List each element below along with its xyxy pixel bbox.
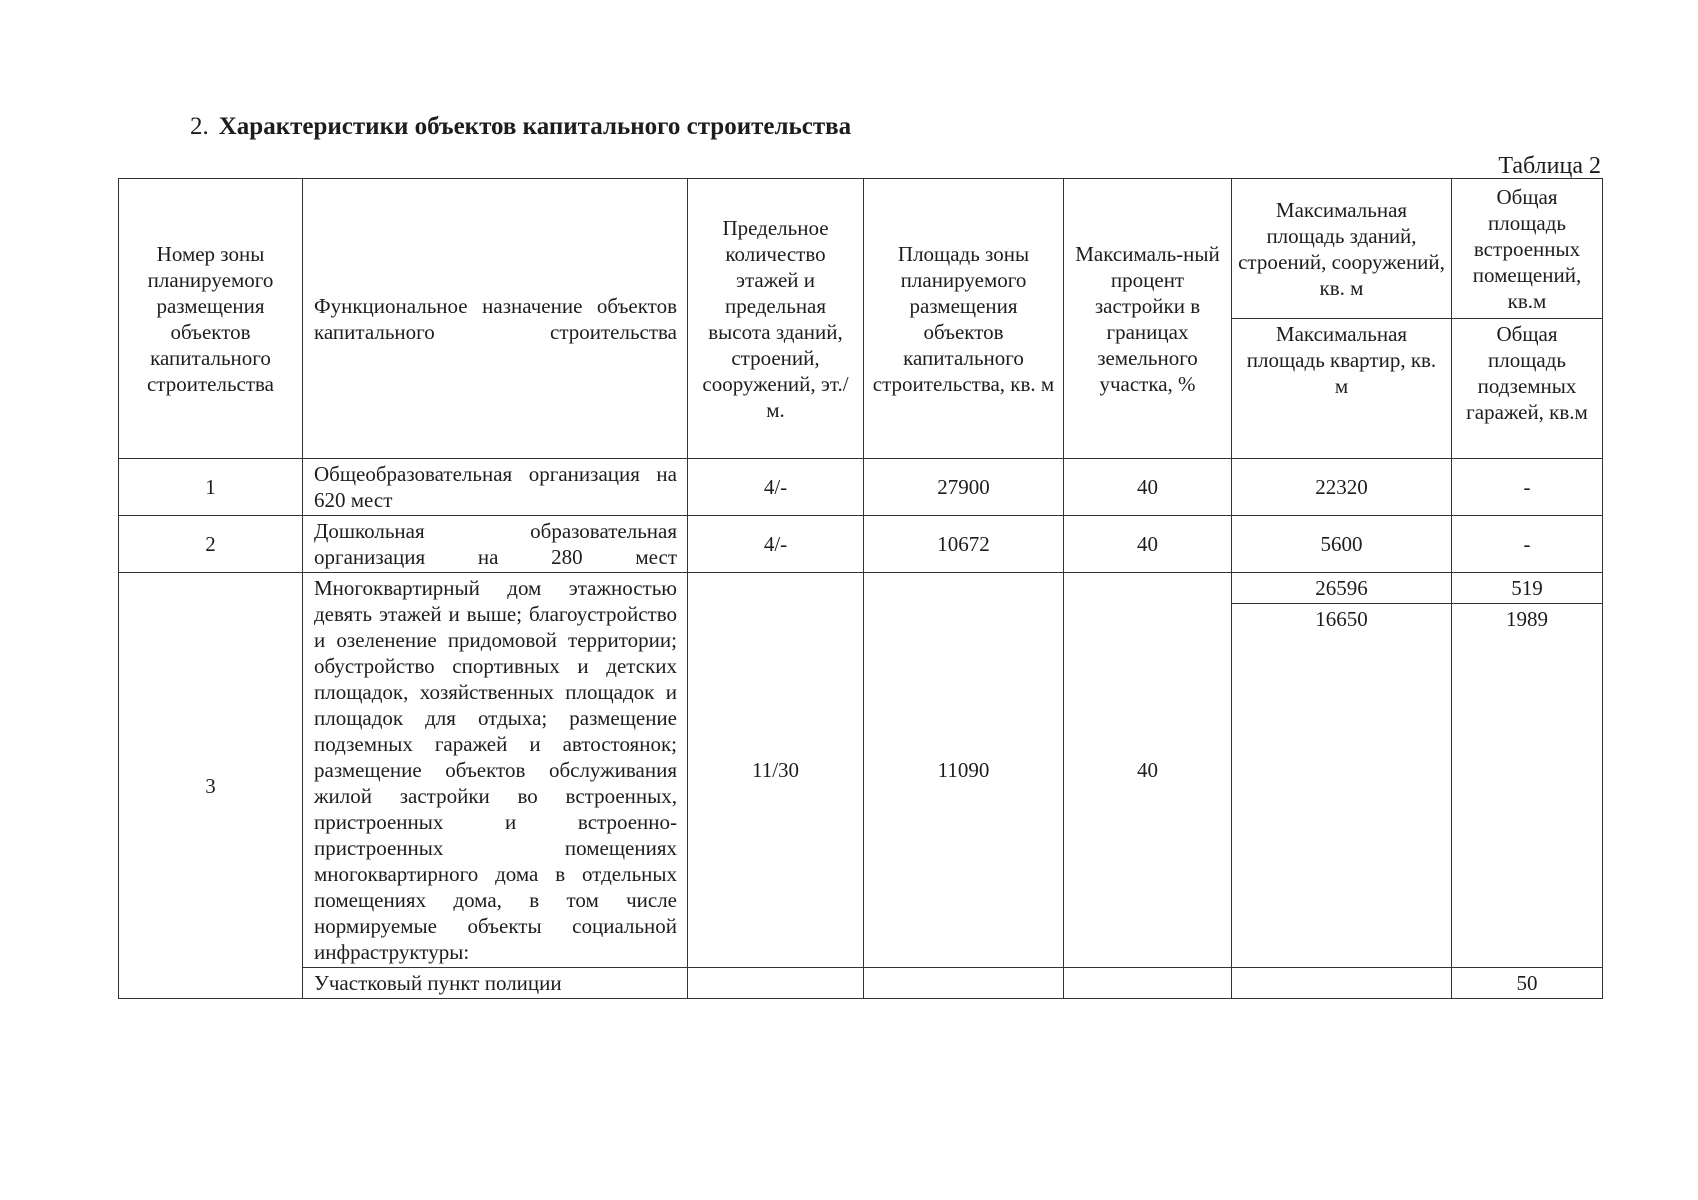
row-purpose: Дошкольная образовательная организация на 280 мест	[303, 516, 688, 573]
table-row	[119, 459, 1603, 516]
row-percent: 40	[1064, 516, 1232, 573]
subrow-building-area	[1232, 968, 1452, 999]
row-area: 27900	[864, 459, 1064, 516]
subrow-floors	[688, 968, 864, 999]
row-garage: 1989	[1452, 604, 1603, 968]
row-zone: 3	[119, 573, 303, 999]
header-zone-number: Номер зоны планируемого размещения объектов капитального строительства	[119, 179, 303, 459]
row-zone: 1	[119, 459, 303, 516]
row-floors: 4/-	[688, 459, 864, 516]
row-purpose: Многоквартирный дом этажностью девять этажей и выше; благоустройство и озеленение придомовой территории; обустройство спортивных и детских площадок, хозяйственных площадок и площадок для отдыха; размещение подземных гаражей и автостоянок; размещение объектов обслуживания жилой застройки во встроенных, пристроенных и встроенно-пристроенных помещениях многоквартирного дома в отдельных помещениях дома, в том числе нормируемые объекты социальной инфраструктуры:	[303, 573, 688, 968]
table-row	[119, 573, 1603, 604]
subrow-percent	[1064, 968, 1232, 999]
row-area: 10672	[864, 516, 1064, 573]
subrow-area	[864, 968, 1064, 999]
row-building-area: 22320	[1232, 459, 1452, 516]
section-number: 2.	[190, 113, 209, 140]
row-percent: 40	[1064, 459, 1232, 516]
header-zone-area: Площадь зоны планируемого размещения объектов капитального строительства, кв. м	[864, 179, 1064, 459]
row-zone: 2	[119, 516, 303, 573]
header-purpose: Функциональное назначение объектов капитального строительства	[303, 179, 688, 459]
row-area: 11090	[864, 573, 1064, 968]
row-building-area: 26596	[1232, 573, 1452, 604]
header-build-percent: Максималь-ный процент застройки в границах земельного участка, %	[1064, 179, 1232, 459]
row-floors: 11/30	[688, 573, 864, 968]
row-builtin: -	[1452, 516, 1603, 573]
header-floors: Предельное количество этажей и предельная высота зданий, строений, сооружений, эт./м.	[688, 179, 864, 459]
header-max-apartment-area: Максимальная площадь квартир, кв. м	[1232, 319, 1452, 459]
subrow-builtin: 50	[1452, 968, 1603, 999]
row-apartment-area: 16650	[1232, 604, 1452, 968]
characteristics-table	[118, 178, 1603, 999]
section-heading	[190, 112, 851, 142]
row-floors: 4/-	[688, 516, 864, 573]
header-builtin-area: Общая площадь встроенных помещений, кв.м	[1452, 179, 1603, 319]
table-subrow	[119, 968, 1603, 999]
row-builtin: -	[1452, 459, 1603, 516]
row-building-area: 5600	[1232, 516, 1452, 573]
table-caption: Таблица 2	[1498, 153, 1601, 179]
table-row	[119, 516, 1603, 573]
section-title: Характеристики объектов капитального строительства	[218, 113, 852, 140]
row-purpose: Общеобразовательная организация на 620 мест	[303, 459, 688, 516]
subrow-purpose: Участковый пункт полиции	[303, 968, 688, 999]
row-builtin: 519	[1452, 573, 1603, 604]
header-garage-area: Общая площадь подземных гаражей, кв.м	[1452, 319, 1603, 459]
row-percent: 40	[1064, 573, 1232, 968]
header-max-building-area: Максимальная площадь зданий, строений, сооружений, кв. м	[1232, 179, 1452, 319]
